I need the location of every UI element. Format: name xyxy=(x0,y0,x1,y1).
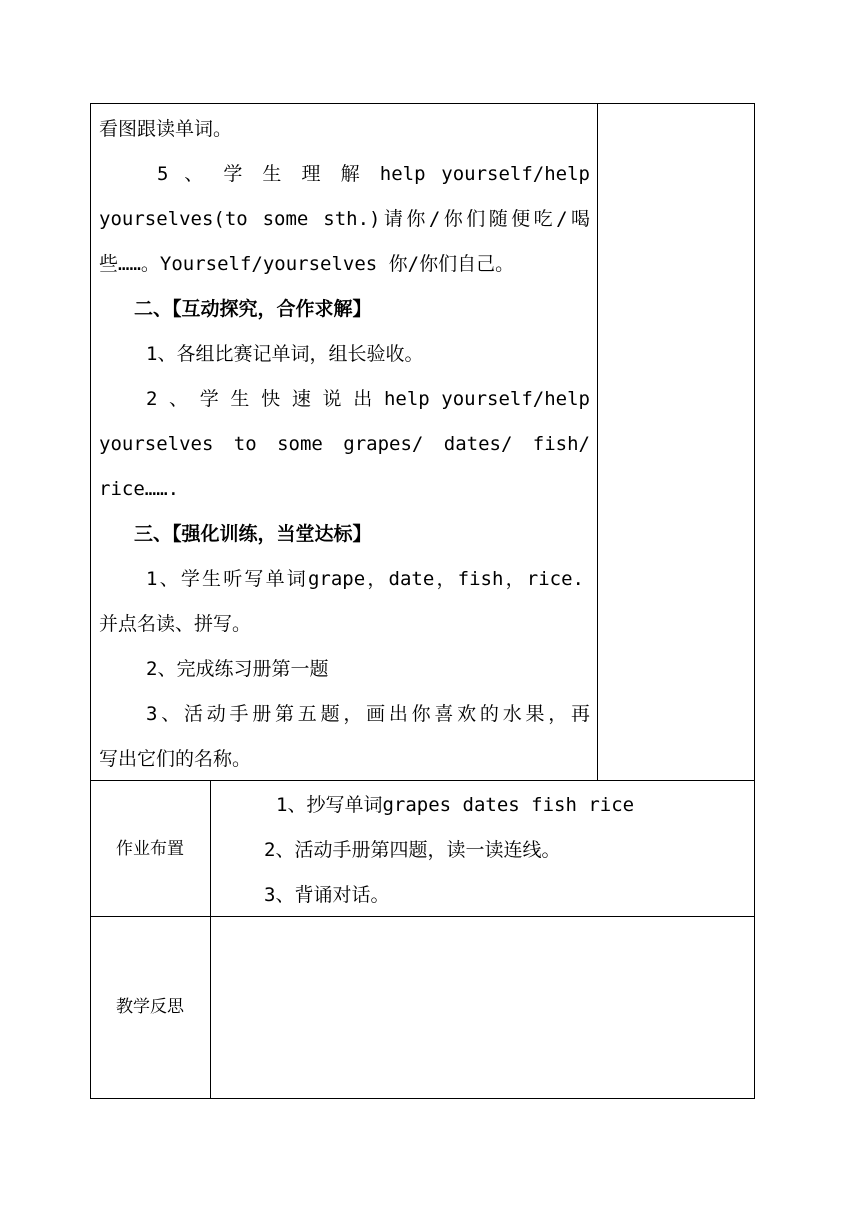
content-line: 些……。Yourself/yourselves 你/你们自己。 xyxy=(99,253,515,275)
content-line: 3、活动手册第五题，画出你喜欢的水果，再 xyxy=(146,703,590,725)
content-line: 1、各组比赛记单词，组长验收。 xyxy=(146,343,424,365)
section-heading: 二、【互动探究，合作求解】 xyxy=(134,298,372,320)
content-line: 写出它们的名称。 xyxy=(99,748,252,770)
content-line: 5 、 学 生 理 解 help yourself/help xyxy=(157,163,590,185)
row-divider-homework xyxy=(90,780,755,781)
reflection-content xyxy=(211,917,754,1098)
top-column-divider xyxy=(597,103,598,781)
reflection-label: 教学反思 xyxy=(116,997,184,1017)
section-heading: 三、【强化训练，当堂达标】 xyxy=(134,523,372,545)
homework-label: 作业布置 xyxy=(116,839,184,859)
content-line: yourselves(to some sth.)请你/你们随便吃/喝 xyxy=(99,208,590,230)
content-line: 并点名读、拼写。 xyxy=(99,613,252,635)
content-line: 1、学生听写单词grape，date，fish，rice. xyxy=(146,568,584,590)
content-line: yourselves to some grapes/ dates/ fish/ xyxy=(99,433,590,455)
content-line: 2、完成练习册第一题 xyxy=(146,658,329,680)
homework-item: 1、抄写单词grapes dates fish rice xyxy=(276,794,635,816)
homework-item: 2、活动手册第四题，读一读连线。 xyxy=(264,839,561,861)
content-line: 看图跟读单词。 xyxy=(99,118,233,140)
homework-item: 3、背诵对话。 xyxy=(264,884,390,906)
content-line: 2 、 学 生 快 速 说 出 help yourself/help xyxy=(146,388,590,410)
content-line: rice……. xyxy=(99,478,180,500)
